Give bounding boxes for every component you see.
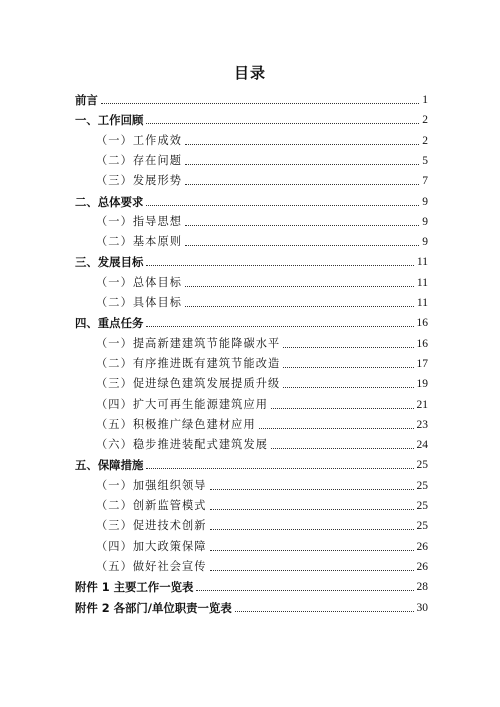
toc-page-number: 1 [422, 94, 428, 106]
toc-entry-label: （一）提高新建建筑节能降碳水平 [96, 336, 281, 350]
toc-page-number: 2 [422, 134, 428, 147]
dot-leader [185, 184, 419, 185]
toc-page-number: 28 [416, 581, 428, 594]
dot-leader [283, 367, 413, 368]
dot-leader [185, 164, 419, 165]
dot-leader [210, 509, 414, 510]
dot-leader [283, 347, 413, 348]
toc-section-entry[interactable] [75, 578, 428, 594]
toc-page-number: 17 [416, 357, 428, 370]
toc-subsection-entry[interactable] [96, 172, 428, 188]
toc-page-number: 25 [416, 520, 428, 533]
toc-entry-label: （五）做好社会宣传 [96, 559, 207, 573]
toc-entry-label: 一、工作回顾 [75, 113, 144, 128]
dot-leader [235, 611, 414, 612]
toc-page-number: 23 [416, 418, 428, 431]
toc-entry-label: 二、总体要求 [75, 194, 144, 209]
toc-subsection-entry[interactable] [96, 132, 428, 148]
dot-leader [185, 306, 414, 307]
dot-leader [146, 205, 419, 206]
toc-page-number: 30 [416, 601, 428, 614]
toc-entry-label: （五）积极推广绿色建材应用 [96, 417, 256, 431]
toc-subsection-entry[interactable] [96, 396, 428, 412]
toc-subsection-entry[interactable] [96, 152, 428, 168]
toc-entry-label: （二）创新监管模式 [96, 499, 207, 512]
toc-entry-label: （六）稳步推进装配式建筑发展 [96, 438, 269, 452]
toc-entry-label: 三、发展目标 [75, 255, 144, 270]
toc-page-number: 21 [416, 398, 428, 411]
toc-page-number: 9 [422, 195, 428, 208]
toc-section-entry[interactable] [75, 193, 428, 209]
toc-subsection-entry[interactable] [96, 497, 428, 513]
toc-entry-label: （一）指导思想 [96, 214, 183, 228]
dot-leader [210, 529, 414, 530]
dot-leader [185, 144, 419, 145]
toc-entry-label: 五、保障措施 [75, 458, 144, 473]
dot-leader [196, 590, 413, 591]
toc-page-number: 19 [416, 378, 428, 391]
toc-entry-label: （四）扩大可再生能源建筑应用 [96, 397, 269, 411]
toc-page-number: 24 [416, 439, 428, 452]
toc-page-number: 11 [416, 276, 428, 289]
toc-page-number: 26 [416, 540, 428, 553]
toc-subsection-entry[interactable] [96, 294, 428, 310]
toc-page-number: 25 [416, 500, 428, 512]
toc-page-number: 9 [422, 215, 428, 228]
toc-subsection-entry[interactable] [96, 335, 428, 351]
toc-entry-label: 附件 1 主要工作一览表 [75, 580, 194, 595]
toc-entry-label: （四）加大政策保障 [96, 539, 207, 553]
dot-leader [185, 245, 419, 246]
dot-leader [271, 408, 413, 409]
toc-entry-label: 四、重点任务 [75, 316, 144, 331]
toc-entry-label: （二）有序推进既有建筑节能改造 [96, 356, 281, 370]
page-title: 目录 [233, 64, 266, 82]
toc-subsection-entry[interactable] [96, 477, 428, 493]
toc-subsection-entry[interactable] [96, 538, 428, 554]
dot-leader [210, 570, 414, 571]
toc-section-entry[interactable] [75, 91, 428, 107]
toc-entry-label: （三）促进技术创新 [96, 519, 207, 533]
toc-page-number: 9 [422, 236, 428, 249]
toc-subsection-entry[interactable] [96, 375, 428, 391]
dot-leader [271, 448, 413, 449]
dot-leader [283, 387, 413, 388]
dot-leader [146, 265, 414, 266]
dot-leader [185, 286, 414, 287]
dot-leader [146, 123, 419, 124]
toc-page-number: 11 [416, 256, 428, 269]
dot-leader [101, 103, 419, 104]
toc-subsection-entry[interactable] [96, 233, 428, 249]
toc-entry-label: （一）工作成效 [96, 133, 183, 147]
toc-subsection-entry[interactable] [96, 517, 428, 533]
toc-section-entry[interactable] [75, 314, 428, 330]
toc-page-number: 11 [416, 297, 428, 309]
toc-entry-label: 附件 2 各部门/单位职责一览表 [75, 600, 232, 615]
toc-entry-label: 前言 [75, 93, 98, 107]
toc-subsection-entry[interactable] [96, 274, 428, 290]
dot-leader [210, 489, 414, 490]
toc-subsection-entry[interactable] [96, 416, 428, 432]
toc-page-number: 2 [422, 114, 428, 127]
dot-leader [146, 468, 413, 469]
toc-section-entry[interactable] [75, 253, 428, 269]
toc-subsection-entry[interactable] [96, 213, 428, 229]
toc-page-number: 5 [422, 154, 428, 167]
toc-section-entry[interactable] [75, 599, 428, 615]
toc-page-number: 16 [416, 317, 428, 330]
toc-subsection-entry[interactable] [96, 558, 428, 574]
toc-page-number: 25 [416, 459, 428, 472]
toc-subsection-entry[interactable] [96, 436, 428, 452]
dot-leader [210, 550, 414, 551]
toc-entry-label: （三）发展形势 [96, 174, 183, 188]
toc-page-number: 16 [416, 337, 428, 350]
toc-subsection-entry[interactable] [96, 355, 428, 371]
toc-entry-label: （二）基本原则 [96, 235, 183, 249]
toc-entry-label: （一）加强组织领导 [96, 478, 207, 492]
toc-section-entry[interactable] [75, 456, 428, 472]
toc-section-entry[interactable] [75, 111, 428, 127]
toc-entry-label: （二）具体目标 [96, 296, 183, 309]
toc-entry-label: （一）总体目标 [96, 275, 183, 289]
dot-leader [185, 225, 419, 226]
dot-leader [259, 428, 414, 429]
toc-entry-label: （二）存在问题 [96, 153, 183, 167]
toc-entry-label: （三）促进绿色建筑发展提质升级 [96, 377, 281, 391]
toc-page-number: 26 [416, 560, 428, 573]
dot-leader [146, 326, 413, 327]
toc-page-number: 7 [422, 175, 428, 188]
toc-page-number: 25 [416, 479, 428, 492]
